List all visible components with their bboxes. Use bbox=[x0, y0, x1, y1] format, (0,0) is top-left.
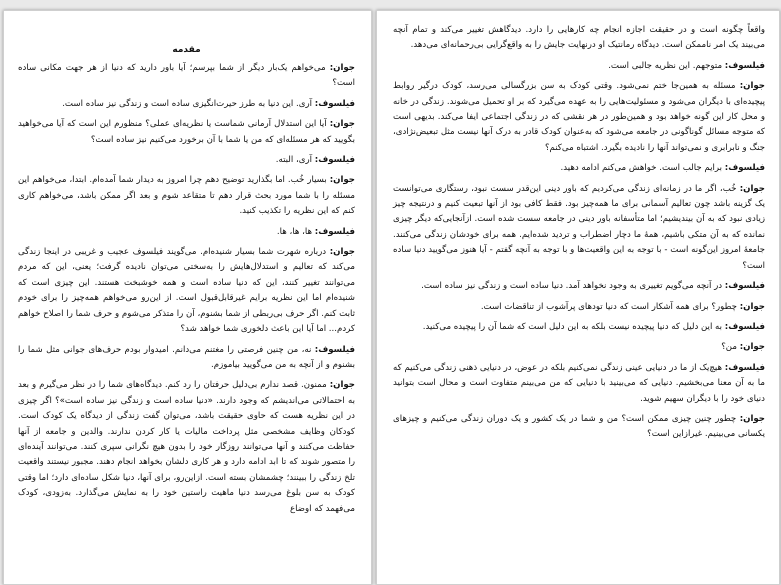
paragraph-text: در آنچه می‌گویم تغییری به وجود نخواهد آمد. دنیا ساده است و زندگی نیز ساده است. bbox=[421, 281, 725, 292]
speaker-label: فیلسوف: bbox=[314, 98, 355, 109]
paragraph bbox=[18, 97, 355, 112]
paragraph bbox=[393, 161, 765, 176]
paragraph bbox=[18, 225, 355, 240]
speaker-label: جوان: bbox=[329, 119, 355, 130]
speaker-label: فیلسوف: bbox=[724, 362, 765, 373]
paragraph-text: نه، من چنین فرصتی را مغتنم می‌دانم. امیدوار بودم حرف‌های جوانی مثل شما را بشنوم و از آنچه به من می‌گویید بیاموزم. bbox=[18, 344, 355, 370]
paragraph bbox=[393, 320, 765, 335]
paragraph-text: می‌خواهم یک‌بار دیگر از شما بپرسم؛ آیا باور دارید که دنیا از هر جهت مکانی ساده است؟ bbox=[18, 63, 355, 89]
paragraph-text: برایم جالب است. خواهش می‌کنم ادامه دهید. bbox=[560, 163, 725, 174]
paragraph bbox=[18, 343, 355, 374]
paragraph-text: آیا این استدلال آرمانی شماست یا نظریه‌ای عملی؟ منظورم این است که آیا می‌خواهید بگویید که هر مسئله‌ای که من یا شما با آن برخورد می‌کنیم نیز ساده است؟ bbox=[18, 119, 355, 145]
paragraph-text: من؟ bbox=[721, 342, 740, 353]
paragraph bbox=[393, 279, 765, 294]
right-page-content bbox=[377, 11, 779, 443]
right-page bbox=[376, 10, 780, 585]
speaker-label: فیلسوف: bbox=[314, 155, 355, 166]
paragraph bbox=[393, 59, 765, 74]
speaker-label: جوان: bbox=[329, 380, 355, 391]
speaker-label: جوان: bbox=[739, 342, 765, 353]
left-page-content bbox=[4, 11, 371, 517]
paragraph bbox=[393, 23, 765, 54]
speaker-label: جوان: bbox=[329, 247, 355, 258]
paragraph-text: متوجهم. این نظریه جالبی است. bbox=[608, 60, 725, 71]
paragraph-text: هیچ‌یک از ما در دنیایی عینی زندگی نمی‌کنیم بلکه در عوض، در دنیایی ذهنی زندگی می‌کنیم که ما به آن معنا می‌بخشیم. دنیایی که می‌بینید با دنیایی که من می‌بینم متفاوت است و محال است بتوانید دنیای خود را با دیگران سهیم شوید. bbox=[393, 362, 765, 404]
paragraph bbox=[18, 153, 355, 168]
paragraph-text: واقعاً چگونه است و در حقیقت اجازه انجام چه کارهایی را دارد. دیدگاهش تغییر می‌کند و تمام آنچه می‌بیند یک امر ناممکن است. دیدگاه رمانتیک او درنهایت جایش را به واقع‌گرایی بی‌رحمانه‌ای می‌دهد. bbox=[393, 25, 765, 51]
speaker-label: جوان: bbox=[739, 413, 765, 424]
speaker-label: جوان: bbox=[739, 81, 765, 92]
speaker-label: جوان: bbox=[739, 183, 765, 194]
paragraph bbox=[393, 412, 765, 443]
paragraph bbox=[393, 79, 765, 156]
paragraph-text: به این دلیل که دنیا پیچیده نیست بلکه به این دلیل است که شما آن را پیچیده می‌کنید. bbox=[422, 321, 725, 332]
speaker-label: فیلسوف: bbox=[724, 163, 765, 174]
paragraph-text: آری. این دنیا به طرز حیرت‌انگیزی ساده است و زندگی نیز ساده است. bbox=[62, 98, 315, 109]
speaker-label: جوان: bbox=[329, 63, 355, 73]
speaker-label: فیلسوف: bbox=[724, 321, 765, 332]
paragraph-text: چطور چنین چیزی ممکن است؟ من و شما در یک کشور و یک دوران زندگی می‌کنیم و چیزهای یکسانی می‌بینیم. غیرازاین است؟ bbox=[393, 413, 765, 440]
speaker-label: فیلسوف: bbox=[314, 344, 355, 355]
paragraph-text: مسئله به همین‌جا ختم نمی‌شود. وقتی کودک به سن بزرگسالی می‌رسد، کودک درگیر روابط پیچیده‌ای با دیگران می‌شود و مسئولیت‌هایی را به عهده می‌گیرد که بر او تحمیل می‌شوند. زندگی در خانه و محل کار این گونه خواهد بود و همین‌طور در هر نقشی که در زندگی اجتماعی ایفا می‌کند. بدیهی است که متوجه مسائل گوناگونی در جامعه می‌شود که به‌عنوان کودک قادر به درک آنها نیست مثل تبعیض‌نژادی، جنگ و نابرابری و نمی‌تواند آنها را نادیده بگیرد. اشتباه می‌کنم؟ bbox=[393, 81, 765, 153]
paragraph bbox=[393, 361, 765, 407]
page-heading: مقدمه bbox=[172, 45, 201, 55]
paragraph bbox=[18, 173, 355, 219]
paragraph-text: درباره شهرت شما بسیار شنیده‌ام. می‌گویند فیلسوف عجیب و غریبی در اینجا زندگی می‌کند که تعالیم و استدلال‌هایش را به‌سختی می‌توان نادیده گرفت؛ یعنی، این که مردم می‌توانند تغییر کنند، این که دنیا ساده است و همه خوشبخت هستند. این چیزی است که شنیده‌ام اما این نظریه برایم غیرقابل‌قبول است. از این‌رو می‌خواهم همه‌چیز را برای خودم ثابت کنم. اگر حرف بی‌ربطی از شما بشنوم، آن را متذکر می‌شوم و حرف شما را اصلاح خواهم کردم... اما آیا این باعث دلخوری شما خواهد شد؟ bbox=[18, 247, 355, 335]
speaker-label: جوان: bbox=[739, 301, 765, 312]
paragraph bbox=[18, 245, 355, 337]
paragraph bbox=[393, 182, 765, 274]
paragraph-text: بسیار خُب. اما بگذارید توضیح دهم چرا امروز به دیدار شما آمده‌ام. ابتدا، می‌خواهم این مسئله را با شما مورد بحث قرار دهم تا متقاعد شوم و بعد اگر ممکن باشد، می‌خواهم کاری کنم که این نظریه را تکذیب کنید. bbox=[18, 175, 355, 217]
paragraph bbox=[393, 340, 765, 355]
speaker-label: فیلسوف: bbox=[724, 281, 765, 292]
paragraph bbox=[18, 117, 355, 148]
speaker-label: فیلسوف: bbox=[314, 226, 355, 237]
left-page bbox=[3, 10, 372, 585]
paragraph-text: ها، ها، ها. bbox=[276, 226, 315, 237]
paragraph-text: چطور؟ برای همه آشکار است که دنیا تودهای پرآشوب از تناقضات است. bbox=[480, 301, 740, 312]
paragraph bbox=[18, 61, 355, 92]
speaker-label: جوان: bbox=[329, 175, 355, 186]
paragraph bbox=[18, 378, 355, 517]
paragraph-text: ممنون. قصد ندارم بی‌دلیل حرفتان را رد کنم. دیدگاه‌های شما را در نظر می‌گیرم و بعد به احتمالاتی می‌اندیشم که وجود دارند. «دنیا ساده است و زندگی نیز ساده است»؟ اگر چیزی در این نظریه هست که حاوی حقیقت باشد، می‌توان گفت زندگی از دیدگاه یک کودک است. کودکان وظایف مشخصی مثل پرداخت مالیات یا کار کردن ندارند. والدین و جامعه از آنها حفاظت می‌کنند و آنها می‌توانند روزگار خود را بدون هیچ نگرانی سپری کنند. می‌توانند آینده‌ای را متصور شوند که تا ابد ادامه دارد و هر کاری دلشان بخواهد انجام دهند. مجبور نیستند واقعیت تلخ زندگی را ببینند؛ چشمشان بسته است. ازاین‌رو، برای آنها، دنیا شکل ساده‌ای دارد؛ اما وقتی کودک به سن بلوغ می‌رسد دنیا ماهیت راستین خود را به نمایش می‌گذارد. به‌زودی، کودک می‌فهمد که اوضاع bbox=[18, 380, 355, 514]
speaker-label: فیلسوف: bbox=[724, 60, 765, 71]
paragraph-text: خُب، اگر ما در زمانه‌ای زندگی می‌کردیم که باور دینی این‌قدر سست نبود، رستگاری می‌توانست یک گزینه باشد چون تعالیم آسمانی برای ما همه‌چیز بود. فقط کافی بود از آنها تبعیت کنیم و درنتیجه چیز زیادی نبود که به آن بیندیشیم؛ اما متأسفانه باور دینی در جامعه سست شده است. ازآنجایی‌که دیگر چیزی نمانده که به آن متکی باشیم، همهٔ ما دچار اضطراب و تردید شده‌ایم. همه برای خودشان زندگی می‌کنند. جامعهٔ امروز این‌گونه است - با توجه به این واقعیت‌ها و با توجه به آنچه گفتم - آیا هنوز می‌گویید دنیا ساده است؟ bbox=[393, 183, 765, 271]
paragraph bbox=[393, 300, 765, 315]
paragraph-text: آری، البته. bbox=[275, 155, 315, 166]
